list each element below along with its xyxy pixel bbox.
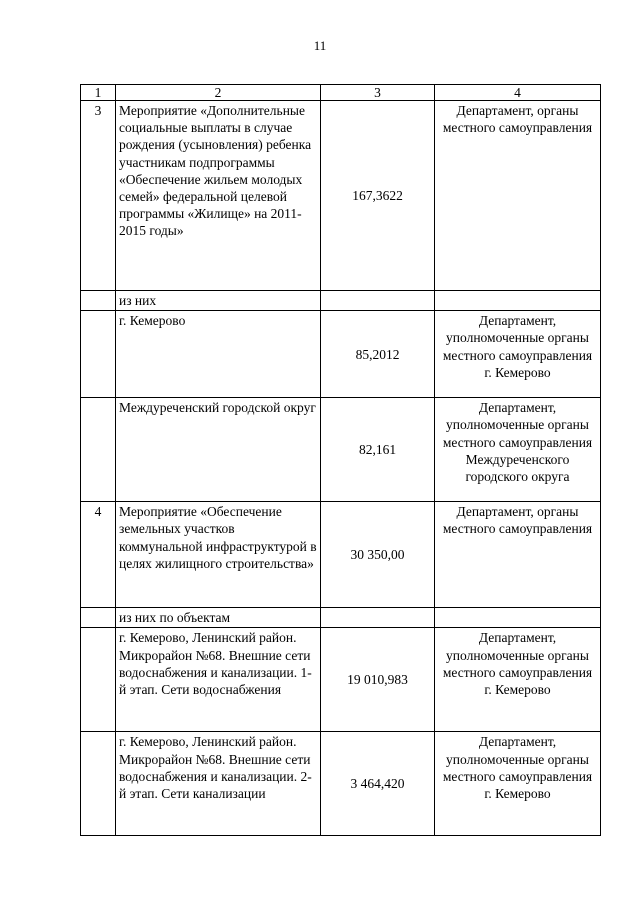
row-number (81, 608, 116, 628)
activity-name: из них (116, 291, 321, 311)
table-row (81, 502, 601, 608)
activity-name: г. Кемерово, Ленинский район. Микрорайон №68. Внешние сети водоснабжения и канализации. 1-й этап. Сети водоснабжения (116, 628, 321, 732)
funding-value: 167,3622 (321, 101, 435, 291)
row-number: 4 (81, 502, 116, 608)
activity-name: г. Кемерово (116, 311, 321, 398)
activity-name: Мероприятие «Обеспечение земельных участков коммунальной инфраструктурой в целях жилищного строительства» (116, 502, 321, 608)
page-number: 11 (313, 38, 327, 53)
table-row (81, 101, 601, 291)
header-cell-2: 2 (116, 85, 321, 101)
header-cell-3: 3 (321, 85, 435, 101)
funding-value: 3 464,420 (321, 732, 435, 836)
table-row (81, 608, 601, 628)
table-row (81, 311, 601, 398)
funding-value: 19 010,983 (321, 628, 435, 732)
table-row (81, 398, 601, 502)
row-number (81, 311, 116, 398)
activity-name: Мероприятие «Дополнительные социальные выплаты в случае рождения (усыновления) ребенка участникам подпрограммы «Обеспечение жильем молодых семей» федеральной целевой программы «Жилище» на 2011- 2015 годы» (116, 101, 321, 291)
row-number (81, 732, 116, 836)
header-cell-1: 1 (81, 85, 116, 101)
table-row (81, 291, 601, 311)
header-cell-4: 4 (435, 85, 601, 101)
funding-value (321, 608, 435, 628)
executor (435, 291, 601, 311)
executor: Департамент, органы местного самоуправления (435, 502, 601, 608)
table-row (81, 628, 601, 732)
row-number: 3 (81, 101, 116, 291)
funding-value (321, 291, 435, 311)
executor: Департамент, уполномоченные органы местного самоуправления г. Кемерово (435, 311, 601, 398)
program-table (80, 84, 601, 836)
funding-value: 30 350,00 (321, 502, 435, 608)
executor (435, 608, 601, 628)
funding-value: 85,2012 (321, 311, 435, 398)
row-number (81, 628, 116, 732)
row-number (81, 291, 116, 311)
funding-value: 82,161 (321, 398, 435, 502)
activity-name: из них по объектам (116, 608, 321, 628)
executor: Департамент, уполномоченные органы местного самоуправления г. Кемерово (435, 628, 601, 732)
activity-name: г. Кемерово, Ленинский район. Микрорайон №68. Внешние сети водоснабжения и канализации. 2-й этап. Сети канализации (116, 732, 321, 836)
executor: Департамент, уполномоченные органы местного самоуправления г. Кемерово (435, 732, 601, 836)
row-number (81, 398, 116, 502)
activity-name: Междуреченский городской округ (116, 398, 321, 502)
table-row (81, 732, 601, 836)
executor: Департамент, органы местного самоуправления (435, 101, 601, 291)
executor: Департамент, уполномоченные органы местного самоуправления Междуреченского городского округа (435, 398, 601, 502)
table-header-row (81, 85, 601, 101)
